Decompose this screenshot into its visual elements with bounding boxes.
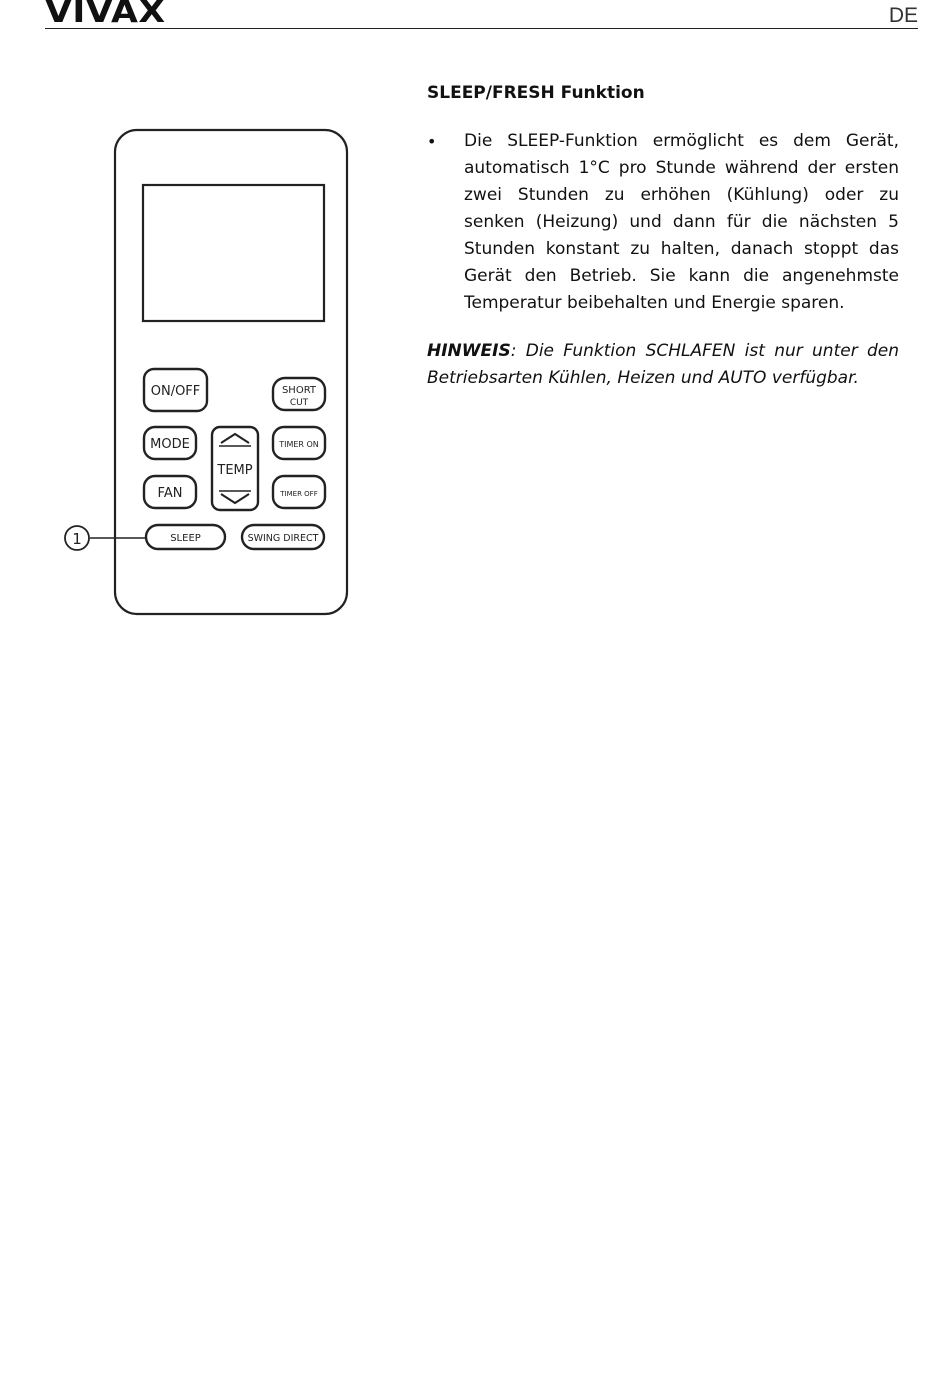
remote-display [143,185,324,321]
remote-control-illustration [60,125,360,620]
sleep-label: SLEEP [170,533,201,544]
section-content [427,80,899,392]
section-title: SLEEP/FRESH Funktion [427,83,645,103]
timer-on-button [273,427,325,459]
brand-logo: VIVAX [45,0,166,30]
fan-label: FAN [157,486,183,501]
language-code: DE [888,4,918,27]
note-label: HINWEIS [427,341,511,361]
bullet-text: Die SLEEP-Funktion ermöglicht es dem Gerät, automatisch 1°C pro Stunde während der ersten zwei Stunden zu erhöhen (Kühlung) oder zu senken (Heizung) und dann für die nächsten 5 Stunden konstant zu halten, danach stoppt das Gerät den Betrieb. Sie kann die angenehmste Temperatur beibehalten und Energie sparen. [464,131,899,313]
timer-off-button [273,476,325,508]
on-off-button [144,369,207,411]
page-header [45,0,918,29]
timer-on-label: TIMER ON [279,440,319,449]
bullet-icon: • [427,132,437,151]
temp-label: TEMP [217,463,253,478]
swing-direct-label: SWING DIRECT [247,533,319,544]
short-cut-label-line2: CUT [289,398,309,408]
short-cut-button [273,378,325,410]
temp-button [212,427,258,510]
short-cut-label-line1: SHORT [281,385,317,396]
on-off-label: ON/OFF [150,384,201,399]
swing-direct-button [242,525,324,549]
fan-button [144,476,196,508]
bullet-item [427,128,899,317]
note-text: : Die Funktion SCHLAFEN ist nur unter den Betriebsarten Kühlen, Heizen und AUTO verfügbar. [427,341,899,388]
sleep-button [146,525,225,549]
mode-button [144,427,196,459]
callout-number: 1 [72,530,82,548]
mode-label: MODE [150,437,190,452]
note-paragraph [427,338,899,392]
timer-off-label: TIMER OFF [280,490,318,498]
